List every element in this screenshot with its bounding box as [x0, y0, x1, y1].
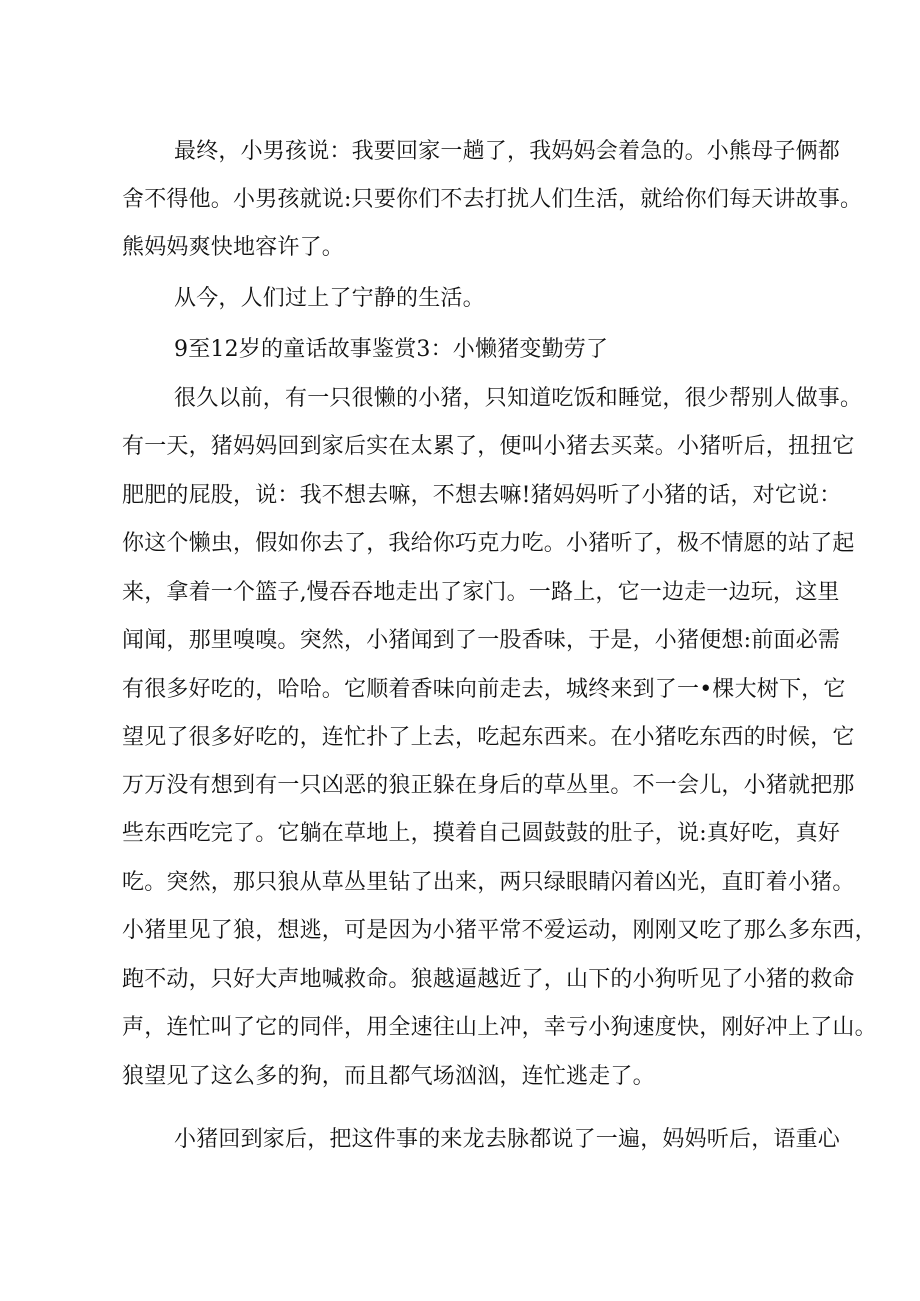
- text-line: 些东西吃完了。它躺在草地上，摸着自己圆鼓鼓的肚子，说:真好吃，真好: [122, 821, 841, 846]
- text-line: 狼望见了这么多的狗，而且都气场汹汹，连忙逃走了。: [122, 1064, 655, 1089]
- text-line: 你这个懒虫，假如你去了，我给你巧克力吃。小猪听了，极不情愿的站了起: [122, 531, 855, 556]
- text-line: 万万没有想到有一只凶恶的狼正躲在身后的草丛里。不一会儿，小猪就把那: [122, 773, 855, 798]
- section-heading: 9至12岁的童话故事鉴赏3：小懒猪变勤劳了: [174, 337, 609, 362]
- text-line: 小猪里见了狼，想逃，可是因为小猪平常不爱运动，刚刚又吃了那么多东西，: [122, 918, 877, 943]
- text-line: 跑不动，只好大声地喊救命。狼越逼越近了，山下的小狗听见了小猪的救命: [122, 967, 855, 992]
- text-line: 声，连忙叫了它的同伴，用全速往山上冲，幸亏小狗速度快，刚好冲上了山。: [122, 1015, 877, 1040]
- text-line: 熊妈妈爽快地容许了。: [122, 235, 345, 260]
- text-line: 有一天，猪妈妈回到家后实在太累了，便叫小猪去买菜。小猪听后，扭扭它: [122, 434, 855, 459]
- text-line: 望见了很多好吃的，连忙扑了上去，吃起东西来。在小猪吃东西的时候，它: [122, 725, 855, 750]
- text-line: 很久以前，有一只很懒的小猪，只知道吃饭和睡觉，很少帮别人做事。: [174, 386, 863, 411]
- text-line: 肥肥的屁股，说：我不想去嘛，不想去嘛!猪妈妈听了小猪的话，对它说：: [122, 483, 842, 508]
- text-line: 吃。突然，那只狼从草丛里钻了出来，两只绿眼睛闪着凶光，直盯着小猪。: [122, 870, 855, 895]
- text-line: 从今，人们过上了宁静的生活。: [174, 286, 485, 311]
- text-line: 小猪回到家后，把这件事的来龙去脉都说了一遍，妈妈听后，语重心: [174, 1127, 841, 1152]
- text-line: 舍不得他。小男孩就说:只要你们不去打扰人们生活，就给你们每天讲故事。: [122, 187, 863, 212]
- text-line: 有很多好吃的，哈哈。它顺着香味向前走去，城终来到了一•棵大树下，它: [122, 677, 846, 702]
- text-line: 来，拿着一个篮子,慢吞吞地走出了家门。一路上，它一边走一边玩，这里: [122, 580, 840, 605]
- text-line: 闻闻，那里嗅嗅。突然，小猪闻到了一股香味，于是，小猪便想:前面必需: [122, 628, 841, 653]
- text-line: 最终，小男孩说：我要回家一趟了，我妈妈会着急的。小熊母子俩都: [174, 139, 841, 164]
